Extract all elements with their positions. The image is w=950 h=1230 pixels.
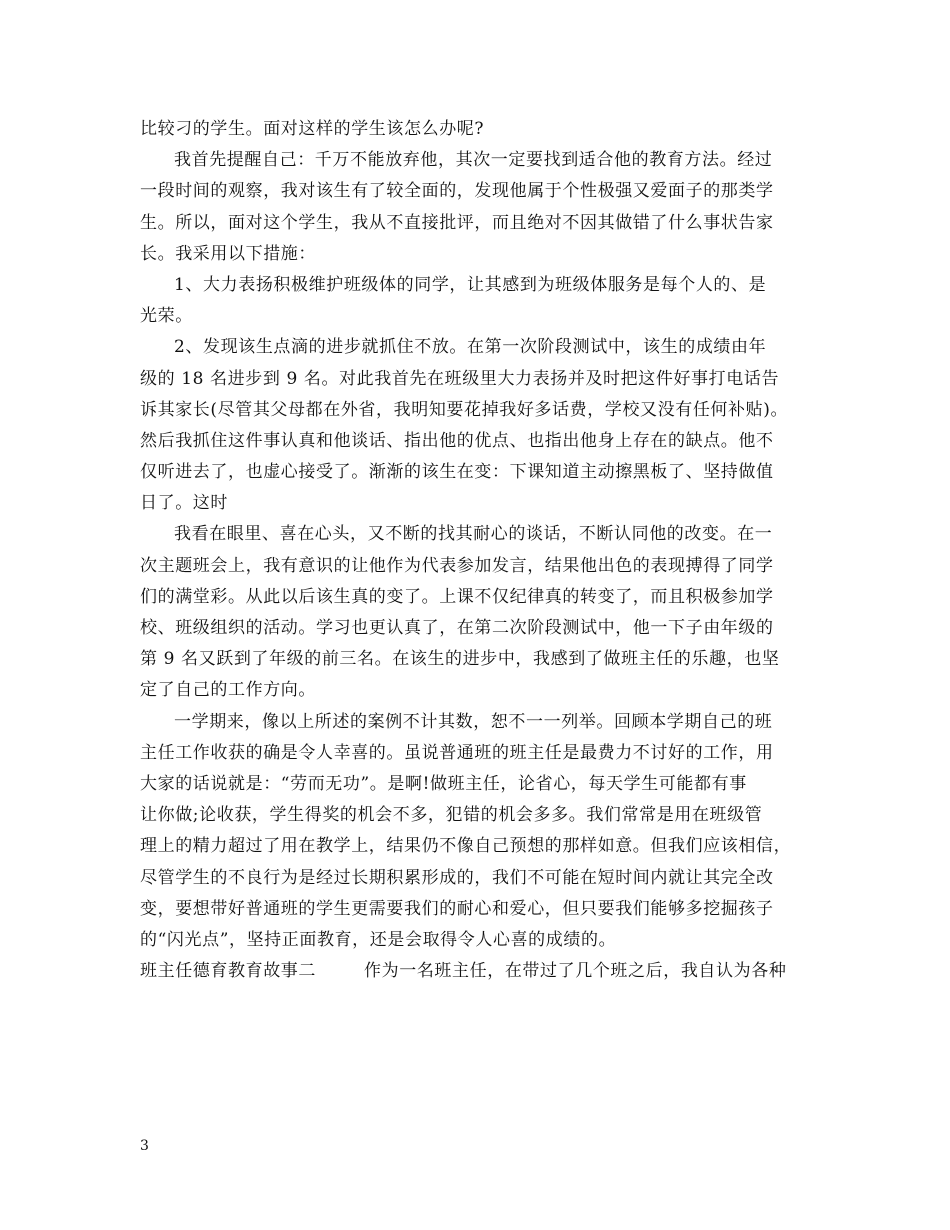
- page-number: 3: [140, 1138, 149, 1154]
- paragraph-start-line: 我看在眼里、喜在心头，又不断的找其耐心的谈话，不断认同他的改变。在一: [174, 524, 773, 545]
- text-line: 大家的话说就是：“劳而无功”。是啊!做班主任，论省心，每天学生可能都有事: [140, 773, 747, 794]
- section-title-line: 班主任德育教育故事二 作为一名班主任，在带过了几个班之后，我自认为各种: [140, 961, 787, 982]
- text-line: 次主题班会上，我有意识的让他作为代表参加发言，结果他出色的表现搏得了同学: [140, 555, 774, 576]
- text-line: 比较刁的学生。面对这样的学生该怎么办呢?: [140, 119, 485, 139]
- text-line: 第 9 名又跃到了年级的前三名。在该生的进步中，我感到了做班主任的乐趣，也坚: [140, 649, 780, 670]
- list-item-1-line: 1、大力表扬积极维护班级体的同学，让其感到为班级体服务是每个人的、是: [174, 274, 767, 295]
- text-line: 光荣。: [140, 306, 193, 327]
- text-line: 生。所以，面对这个学生，我从不直接批评，而且绝对不因其做错了什么事状告家: [140, 212, 774, 233]
- text-line: 级的 18 名进步到 9 名。对此我首先在班级里大力表扬并及时把这件好事打电话告: [140, 368, 780, 389]
- text-line: 定了自己的工作方向。: [140, 680, 316, 701]
- text-line: 日了。这时: [140, 493, 228, 514]
- text-line: 诉其家长(尽管其父母都在外省，我明知要花掉我好多话费，学校又没有任何补贴)。: [140, 399, 789, 420]
- paragraph-start-line: 一学期来，像以上所述的案例不计其数，恕不一一列举。回顾本学期自己的班: [174, 711, 773, 732]
- text-line: 的“闪光点”，坚持正面教育，还是会取得令人心喜的成绩的。: [140, 929, 617, 950]
- paragraph-start-line: 我首先提醒自己：千万不能放弃他，其次一定要找到适合他的教育方法。经过: [174, 150, 773, 171]
- text-line: 变，要想带好普通班的学生更需要我们的耐心和爱心，但只要我们能够多挖掘孩子: [140, 898, 774, 919]
- text-line: 校、班级组织的活动。学习也更认真了，在第二次阶段测试中，他一下子由年级的: [140, 618, 774, 638]
- text-line: 仅听进去了，也虚心接受了。渐渐的该生在变：下课知道主动擦黑板了、坚持做值: [140, 462, 774, 483]
- document-body: [140, 114, 820, 987]
- text-line: 一段时间的观察，我对该生有了较全面的，发现他属于个性极强又爱面子的那类学: [140, 181, 774, 202]
- text-line: 长。我采用以下措施：: [140, 243, 316, 264]
- text-line: 尽管学生的不良行为是经过长期积累形成的，我们不可能在短时间内就让其完全改: [140, 867, 774, 888]
- text-line: 们的满堂彩。从此以后该生真的变了。上课不仅纪律真的转变了，而且积极参加学: [140, 586, 774, 607]
- list-item-2-line: 2、发现该生点滴的进步就抓住不放。在第一次阶段测试中，该生的成绩由年: [174, 337, 767, 358]
- text-line: 理上的精力超过了用在教学上，结果仍不像自己预想的那样如意。但我们应该相信，: [140, 836, 792, 857]
- text-line: 然后我抓住这件事认真和他谈话、指出他的优点、也指出他身上存在的缺点。他不: [140, 430, 774, 451]
- text-line: 主任工作收获的确是令人幸喜的。虽说普通班的班主任是最费力不讨好的工作，用: [140, 742, 774, 763]
- text-line: 让你做;论收获，学生得奖的机会不多，犯错的机会多多。我们常常是用在班级管: [140, 805, 763, 826]
